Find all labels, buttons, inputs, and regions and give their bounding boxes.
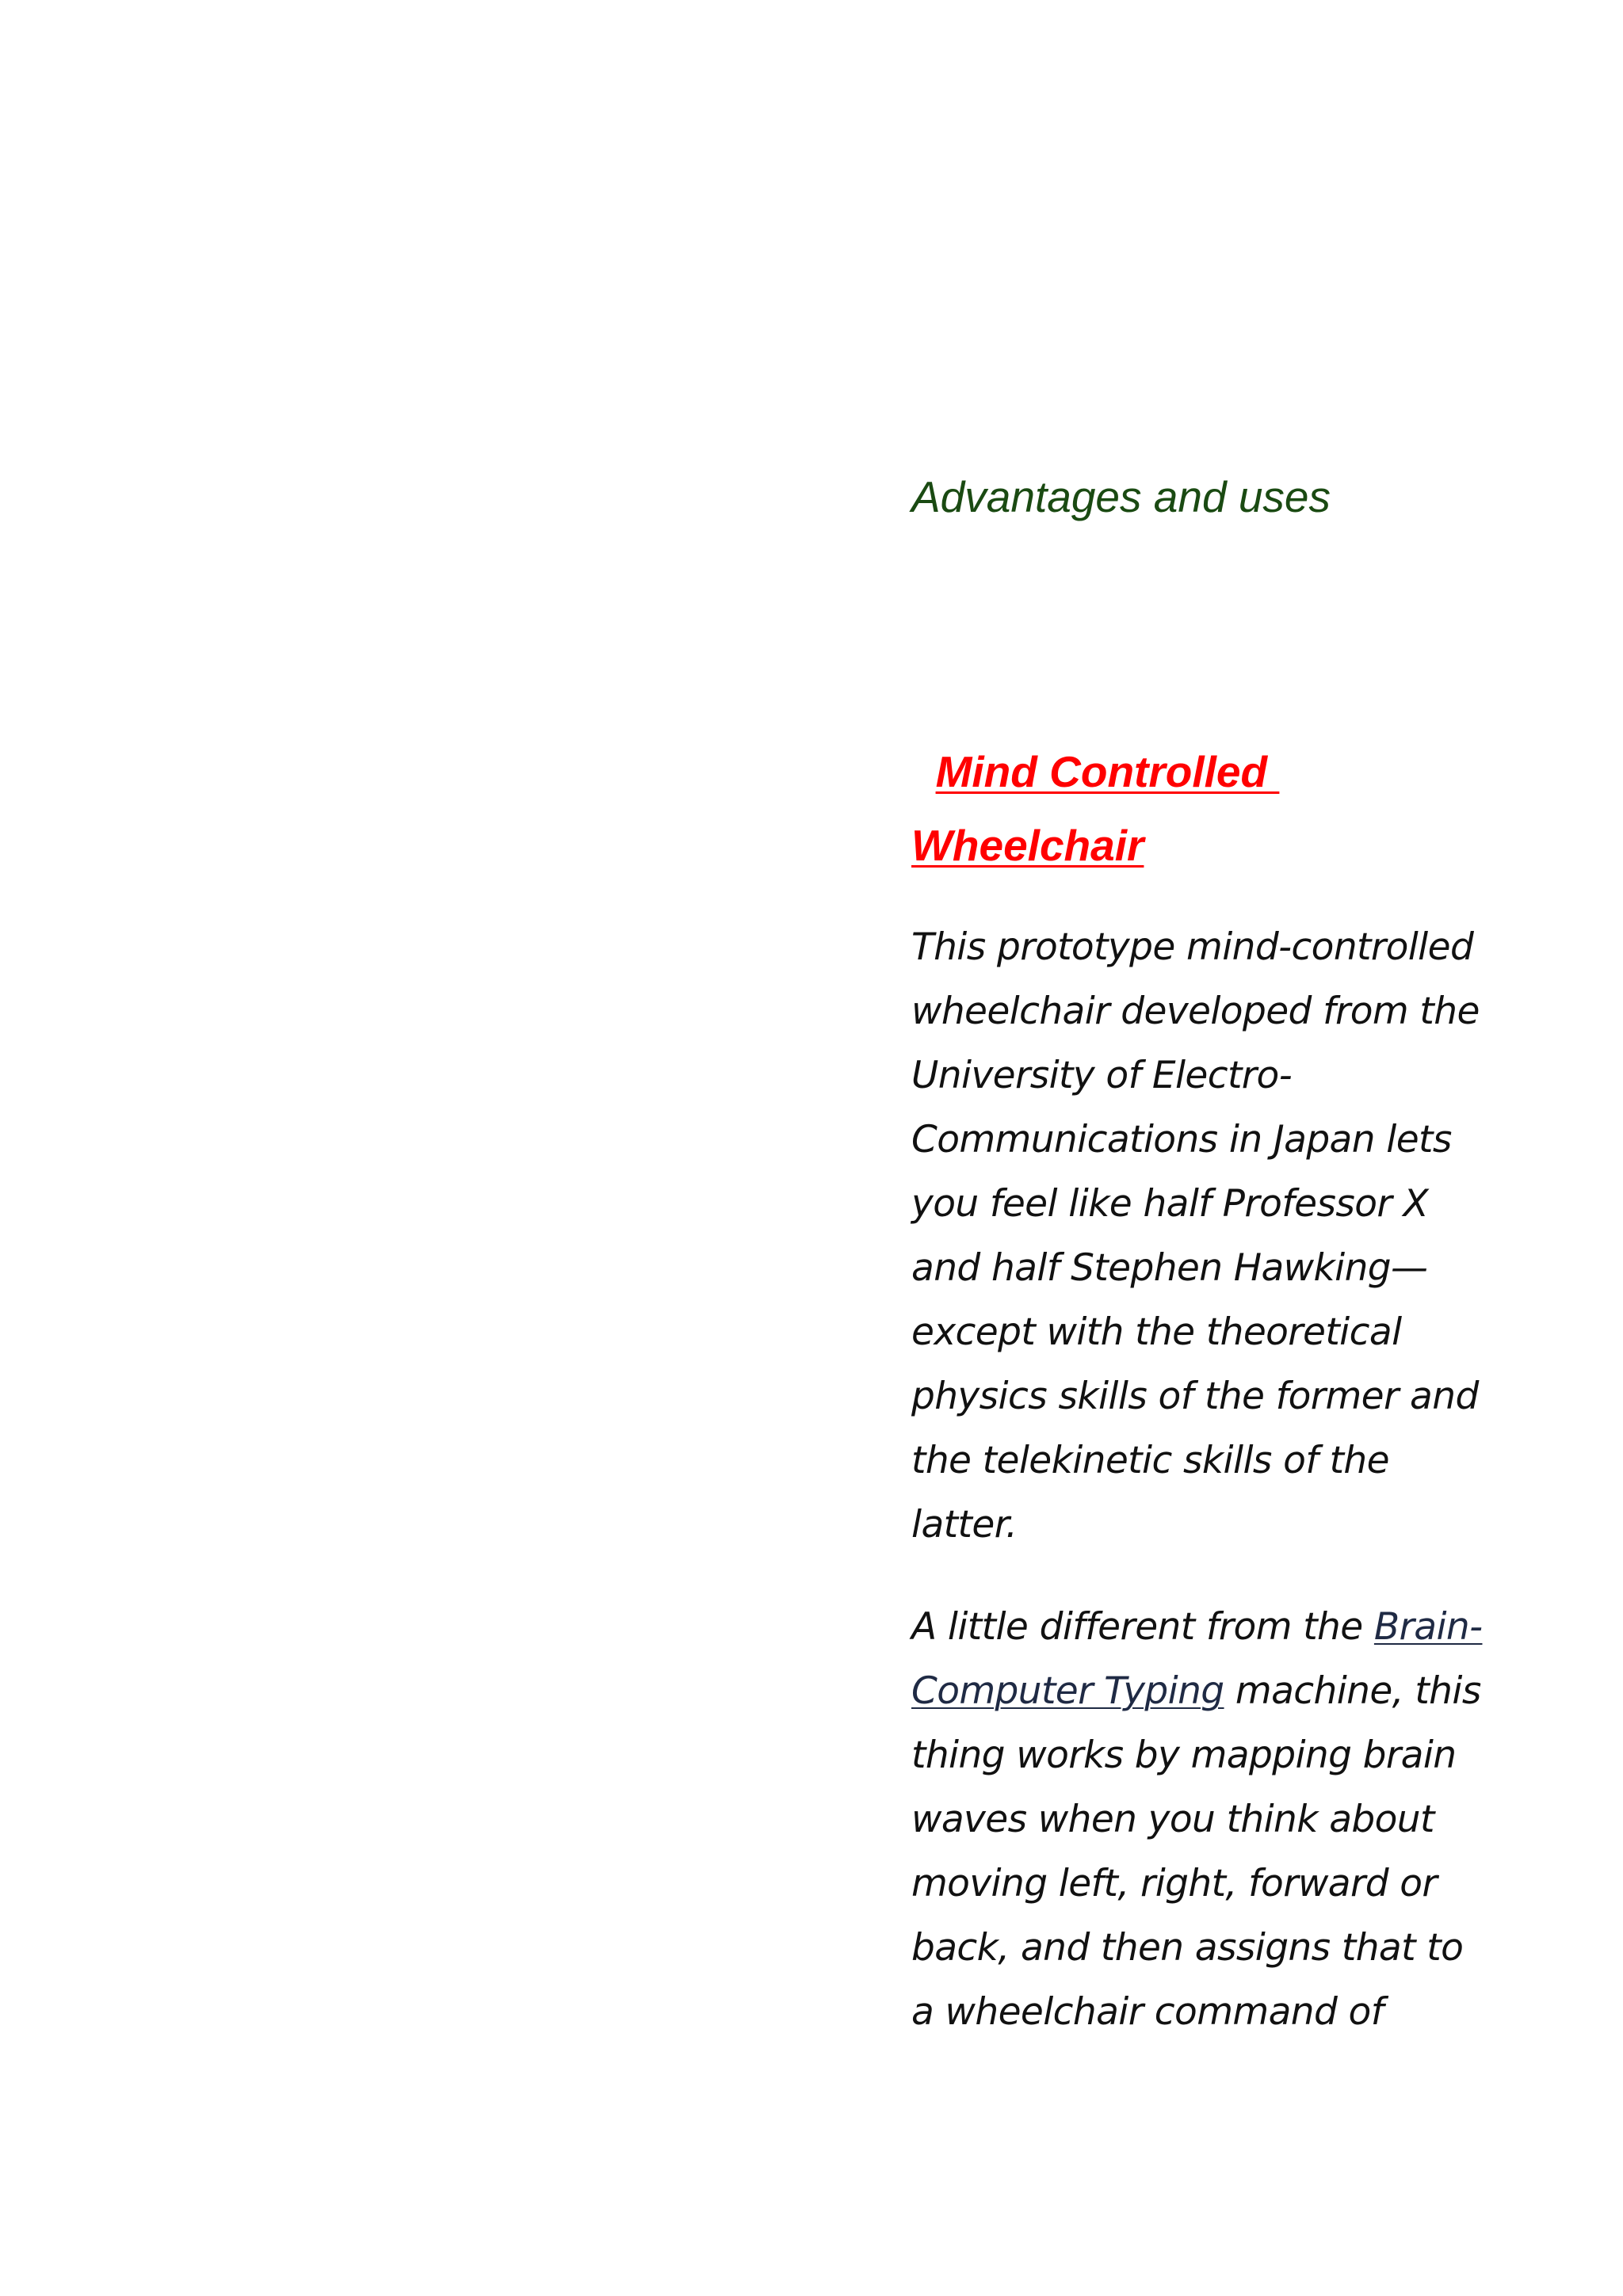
paragraph-1-line: Communications in Japan lets: [911, 1118, 1452, 1161]
paragraph-2-line: thing works by mapping brain: [911, 1733, 1457, 1777]
paragraph-1-line: the telekinetic skills of the: [911, 1439, 1389, 1482]
paragraph-1-line: you feel like half Professor X: [911, 1182, 1429, 1226]
article-title: [911, 735, 1514, 883]
paragraph-2-line: moving left, right, forward or: [911, 1862, 1438, 1905]
section-heading: Advantages and uses: [911, 472, 1331, 521]
paragraph-1-line: except with the theoretical: [911, 1310, 1402, 1354]
paragraph-1-line: University of Electro-: [911, 1054, 1293, 1097]
paragraph-2-line: back, and then assigns that to: [911, 1926, 1464, 1970]
paragraph-1-line: wheelchair developed from the: [911, 990, 1480, 1033]
paragraph-1-line: This prototype mind-controlled: [911, 925, 1474, 969]
paragraph-2-line: a wheelchair command of: [911, 1990, 1384, 2034]
brain-computer-typing-link-cont[interactable]: Computer Typing: [911, 1669, 1224, 1713]
section-heading-block: [911, 469, 1514, 524]
paragraph-1: [911, 915, 1514, 1557]
paragraph-2: [911, 1595, 1514, 2044]
title-text-1: Mind Controlled: [935, 747, 1280, 796]
title-line-2: [911, 809, 1514, 883]
paragraph-2-text: A little different from the: [911, 1605, 1374, 1649]
paragraph-1-line: and half Stephen Hawking—: [911, 1246, 1428, 1290]
title-line-1: [911, 735, 1514, 809]
paragraph-2-line: [911, 1595, 1514, 1659]
paragraph-2-line: [911, 1659, 1514, 1723]
brain-computer-typing-link[interactable]: Brain-: [1373, 1605, 1483, 1649]
paragraph-1-line: latter.: [911, 1503, 1018, 1547]
paragraph-1-line: physics skills of the former and: [911, 1375, 1479, 1418]
article-body: [911, 915, 1514, 2082]
title-text-2: Wheelchair: [911, 821, 1144, 870]
paragraph-2-text: machine, this: [1224, 1669, 1481, 1713]
paragraph-2-line: waves when you think about: [911, 1798, 1434, 1841]
